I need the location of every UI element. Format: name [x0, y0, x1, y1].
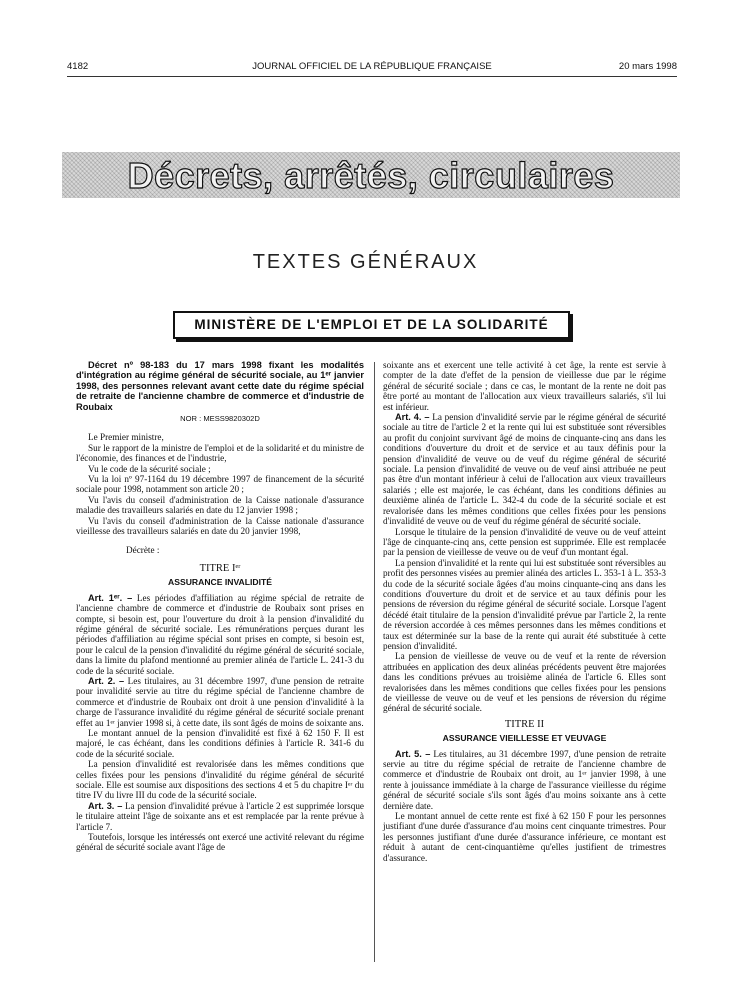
- page-header: [67, 61, 677, 77]
- right-articles-a: [383, 360, 666, 714]
- article-label: Art. 3. –: [88, 800, 123, 811]
- header-rule: [67, 76, 677, 77]
- preamble-line: Vu l'avis du conseil d'administration de la Caisse nationale d'assurance vieillesse des travailleurs salariés en date du 20 janvier 1998,: [76, 515, 364, 537]
- article-paragraph: [76, 759, 364, 801]
- article-text: soixante ans et exercent une telle activité à cet âge, la rente est servie à compter de la date d'effet de la pension de vieillesse due par le régime général de sécurité sociale ; dans ce cas, le montant de la rente ne doit pas être porté au montant de l'allocation aux vieux travailleurs salariés, s'il lui est inférieur.: [383, 360, 666, 412]
- journal-title: JOURNAL OFFICIEL DE LA RÉPUBLIQUE FRANÇAISE: [252, 61, 492, 72]
- article-paragraph: [383, 558, 666, 652]
- article-paragraph: [76, 728, 364, 759]
- article-text: La pension d'invalidité et la rente qui lui est substituée sont réversibles au profit des personnes visées au premier alinéa des articles L. 353-1 à L. 353-3 du code de la sécurité sociale âgées d'au moins cinquante-cinq ans dans les conditions d'ouverture du droit et de service et au taux définis pour les pensions de réversion du régime général de sécurité sociale. Lorsque l'agent décédé était titulaire de la pension d'invalidité prévue par l'article 2, la rente de réversion accordée à ces mêmes personnes dans les mêmes conditions et taux est déterminée sur la base de la rente qui aurait été substituée à cette pension d'invalidité.: [383, 557, 666, 651]
- nor-reference: NOR : MESS9820302D: [180, 414, 260, 424]
- article-text: Lorsque le titulaire de la pension d'invalidité de veuve ou de veuf atteint l'âge de cinquante-cinq ans, cette pension est supprimée. Elle est remplacée par la pension de vieillesse de veuve ou de veuf d'un montant égal.: [383, 526, 666, 558]
- article-label: Art. 5. –: [395, 748, 431, 759]
- titre-1-subheading: ASSURANCE INVALIDITÉ: [168, 577, 272, 588]
- article-label: Art. 2. –: [88, 675, 125, 686]
- article-text: La pension de vieillesse de veuve ou de veuf et la rente de réversion attribuées en application des deux alinéas précédents peuvent être majorées dans les conditions prévues au troisième alinéa de l'article 6. Elles sont revalorisées dans les mêmes conditions que celles fixées pour les pensions de vieillesse de veuve ou de veuf et les pensions de réversion du régime général de sécurité sociale.: [383, 651, 666, 714]
- article-paragraph: [383, 749, 666, 811]
- column-divider: [374, 362, 375, 962]
- article-text: La pension d'invalidité prévue à l'article 2 est supprimée lorsque le titulaire atteint l'âge de soixante ans et est remplacée par la rente prévue à l'article 7.: [76, 800, 364, 832]
- preamble-line: Le Premier ministre,: [88, 432, 164, 443]
- titre-2-subheading: ASSURANCE VIEILLESSE ET VEUVAGE: [442, 733, 607, 744]
- article-text: La pension d'invalidité servie par le régime général de sécurité sociale au titre de l'article 2 et la rente qui lui est substituée sont réversibles au profit du conjoint survivant âgé de moins de cinquante-cinq ans dans les conditions d'ouverture du droit et de service et au taux définis pour la pension d'invalidité de veuve ou de veuf du régime général de sécurité sociale. La pension d'invalidité de veuve ou de veuf ainsi attribuée ne peut pas être d'un montant inférieur à celui de l'allocation aux vieux travailleurs salariés ; elle est majorée, le cas échéant, dans les conditions définies au deuxième alinéa de l'article L. 342-4 du code de la sécurité sociale et est revalorisée dans les mêmes conditions que celles fixées pour les pensions d'invalidité de veuve ou de veuf du régime général de sécurité sociale.: [383, 412, 666, 527]
- article-text: Le montant annuel de la pension d'invalidité est fixé à 62 150 F. Il est majoré, le cas échéant, dans les conditions définies à l'article R. 341-6 du code de la sécurité sociale.: [76, 728, 364, 759]
- preamble-line: Vu la loi nº 97-1164 du 19 décembre 1997 de financement de la sécurité sociale pour 1998, notamment son article 20 ;: [76, 474, 364, 495]
- article-label: Art. 1ᵉʳ. –: [88, 592, 133, 603]
- article-text: Les périodes d'affiliation au régime spécial de retraite de l'ancienne chambre de commerce et d'industrie de Roubaix sont prises en compte, si besoin est, pour l'ouverture du droit à la pension d'invalidité du régime général de sécurité sociale. Les rémunérations perçues durant les périodes d'affiliation au régime spécial sont prises en compte, si besoin est, pour le calcul de la pension d'invalidité du régime général de sécurité sociale, dans la limite du plafond mentionné au premier alinéa de l'article L. 241-3 du code de la sécurité sociale.: [76, 592, 364, 676]
- banner-title: Décrets, arrêtés, circulaires: [127, 155, 615, 196]
- preamble-line: Sur le rapport de la ministre de l'emploi et de la solidarité et du ministre de l'économie, des finances et de l'industrie,: [76, 442, 364, 464]
- right-articles-b: [383, 749, 666, 863]
- article-paragraph: [383, 412, 666, 526]
- article-paragraph: [76, 593, 364, 676]
- left-articles: [76, 593, 364, 853]
- decree-title: Décret nº 98-183 du 17 mars 1998 fixant les modalités d'intégration au régime général de sécurité sociale, au 1ᵉʳ janvier 1998, des personnes relevant avant cette date du régime spécial de retraite de l'ancienne chambre de commerce et d'industrie de Roubaix: [76, 360, 364, 412]
- article-paragraph: [383, 811, 666, 863]
- article-text: Toutefois, lorsque les intéressés ont exercé une activité relevant du régime général de sécurité sociale avant l'âge de: [76, 832, 364, 853]
- preamble: [76, 432, 364, 536]
- article-paragraph: [383, 360, 666, 412]
- article-text: Les titulaires, au 31 décembre 1997, d'une pension de retraite servie au titre du régime spécial de retraite de l'ancienne chambre de commerce et d'industrie de Roubaix ont droit, au 1ᵉʳ janvier 1998, à une rente à jouissance immédiate à la charge de l'assurance vieillesse du régime général de sécurité sociale s'ils sont âgés d'au moins soixante ans à cette dernière date.: [383, 748, 666, 811]
- titre-2-heading: TITRE II: [504, 718, 545, 730]
- section-banner: [62, 152, 680, 198]
- article-paragraph: [383, 651, 666, 713]
- left-column: [76, 360, 364, 853]
- article-paragraph: [76, 832, 364, 853]
- preamble-line: Vu le code de la sécurité sociale ;: [88, 463, 211, 474]
- preamble-line: Vu l'avis du conseil d'administration de la Caisse nationale d'assurance maladie des travailleurs salariés en date du 12 janvier 1998 ;: [76, 494, 364, 516]
- article-text: Le montant annuel de cette rente est fixé à 62 150 F pour les personnes justifiant d'une durée d'assurance d'au moins cent cinquante trimestres. Pour les personnes justifiant d'une durée d'assurance inférieure, ce montant est réduit à autant de cent-cinquantième qu'elles justifient de trimestres d'assurance.: [383, 811, 666, 863]
- article-paragraph: [76, 676, 364, 728]
- article-paragraph: [383, 527, 666, 558]
- right-column: [383, 360, 666, 863]
- page-number: 4182: [67, 61, 89, 72]
- ministry-box: [173, 311, 570, 339]
- decrete-line: Décrète :: [126, 544, 160, 555]
- article-paragraph: [76, 801, 364, 832]
- issue-date: 20 mars 1998: [618, 61, 677, 72]
- titre-1-heading: TITRE Iᵉʳ: [199, 562, 241, 574]
- section-title: TEXTES GÉNÉRAUX: [252, 251, 479, 273]
- article-text: Les titulaires, au 31 décembre 1997, d'une pension de retraite pour invalidité servie au titre du régime spécial de l'ancienne chambre de commerce et d'industrie de Roubaix ont droit à une pension d'invalidité à la charge de l'assurance invalidité du régime général de sécurité sociale prenant effet au 1ᵉʳ janvier 1998 si, à cette date, ils sont âgés de moins de soixante ans.: [76, 675, 364, 728]
- article-text: La pension d'invalidité est revalorisée dans les mêmes conditions que celles fixées pour les pensions d'invalidité du régime général de sécurité sociale. Elle est soumise aux dispositions des sections 4 et 5 du chapitre Iᵉʳ du titre IV du livre III du code de la sécurité sociale.: [76, 759, 364, 801]
- article-label: Art. 4. –: [395, 412, 430, 423]
- ministry-name: MINISTÈRE DE L'EMPLOI ET DE LA SOLIDARITÉ: [194, 317, 549, 332]
